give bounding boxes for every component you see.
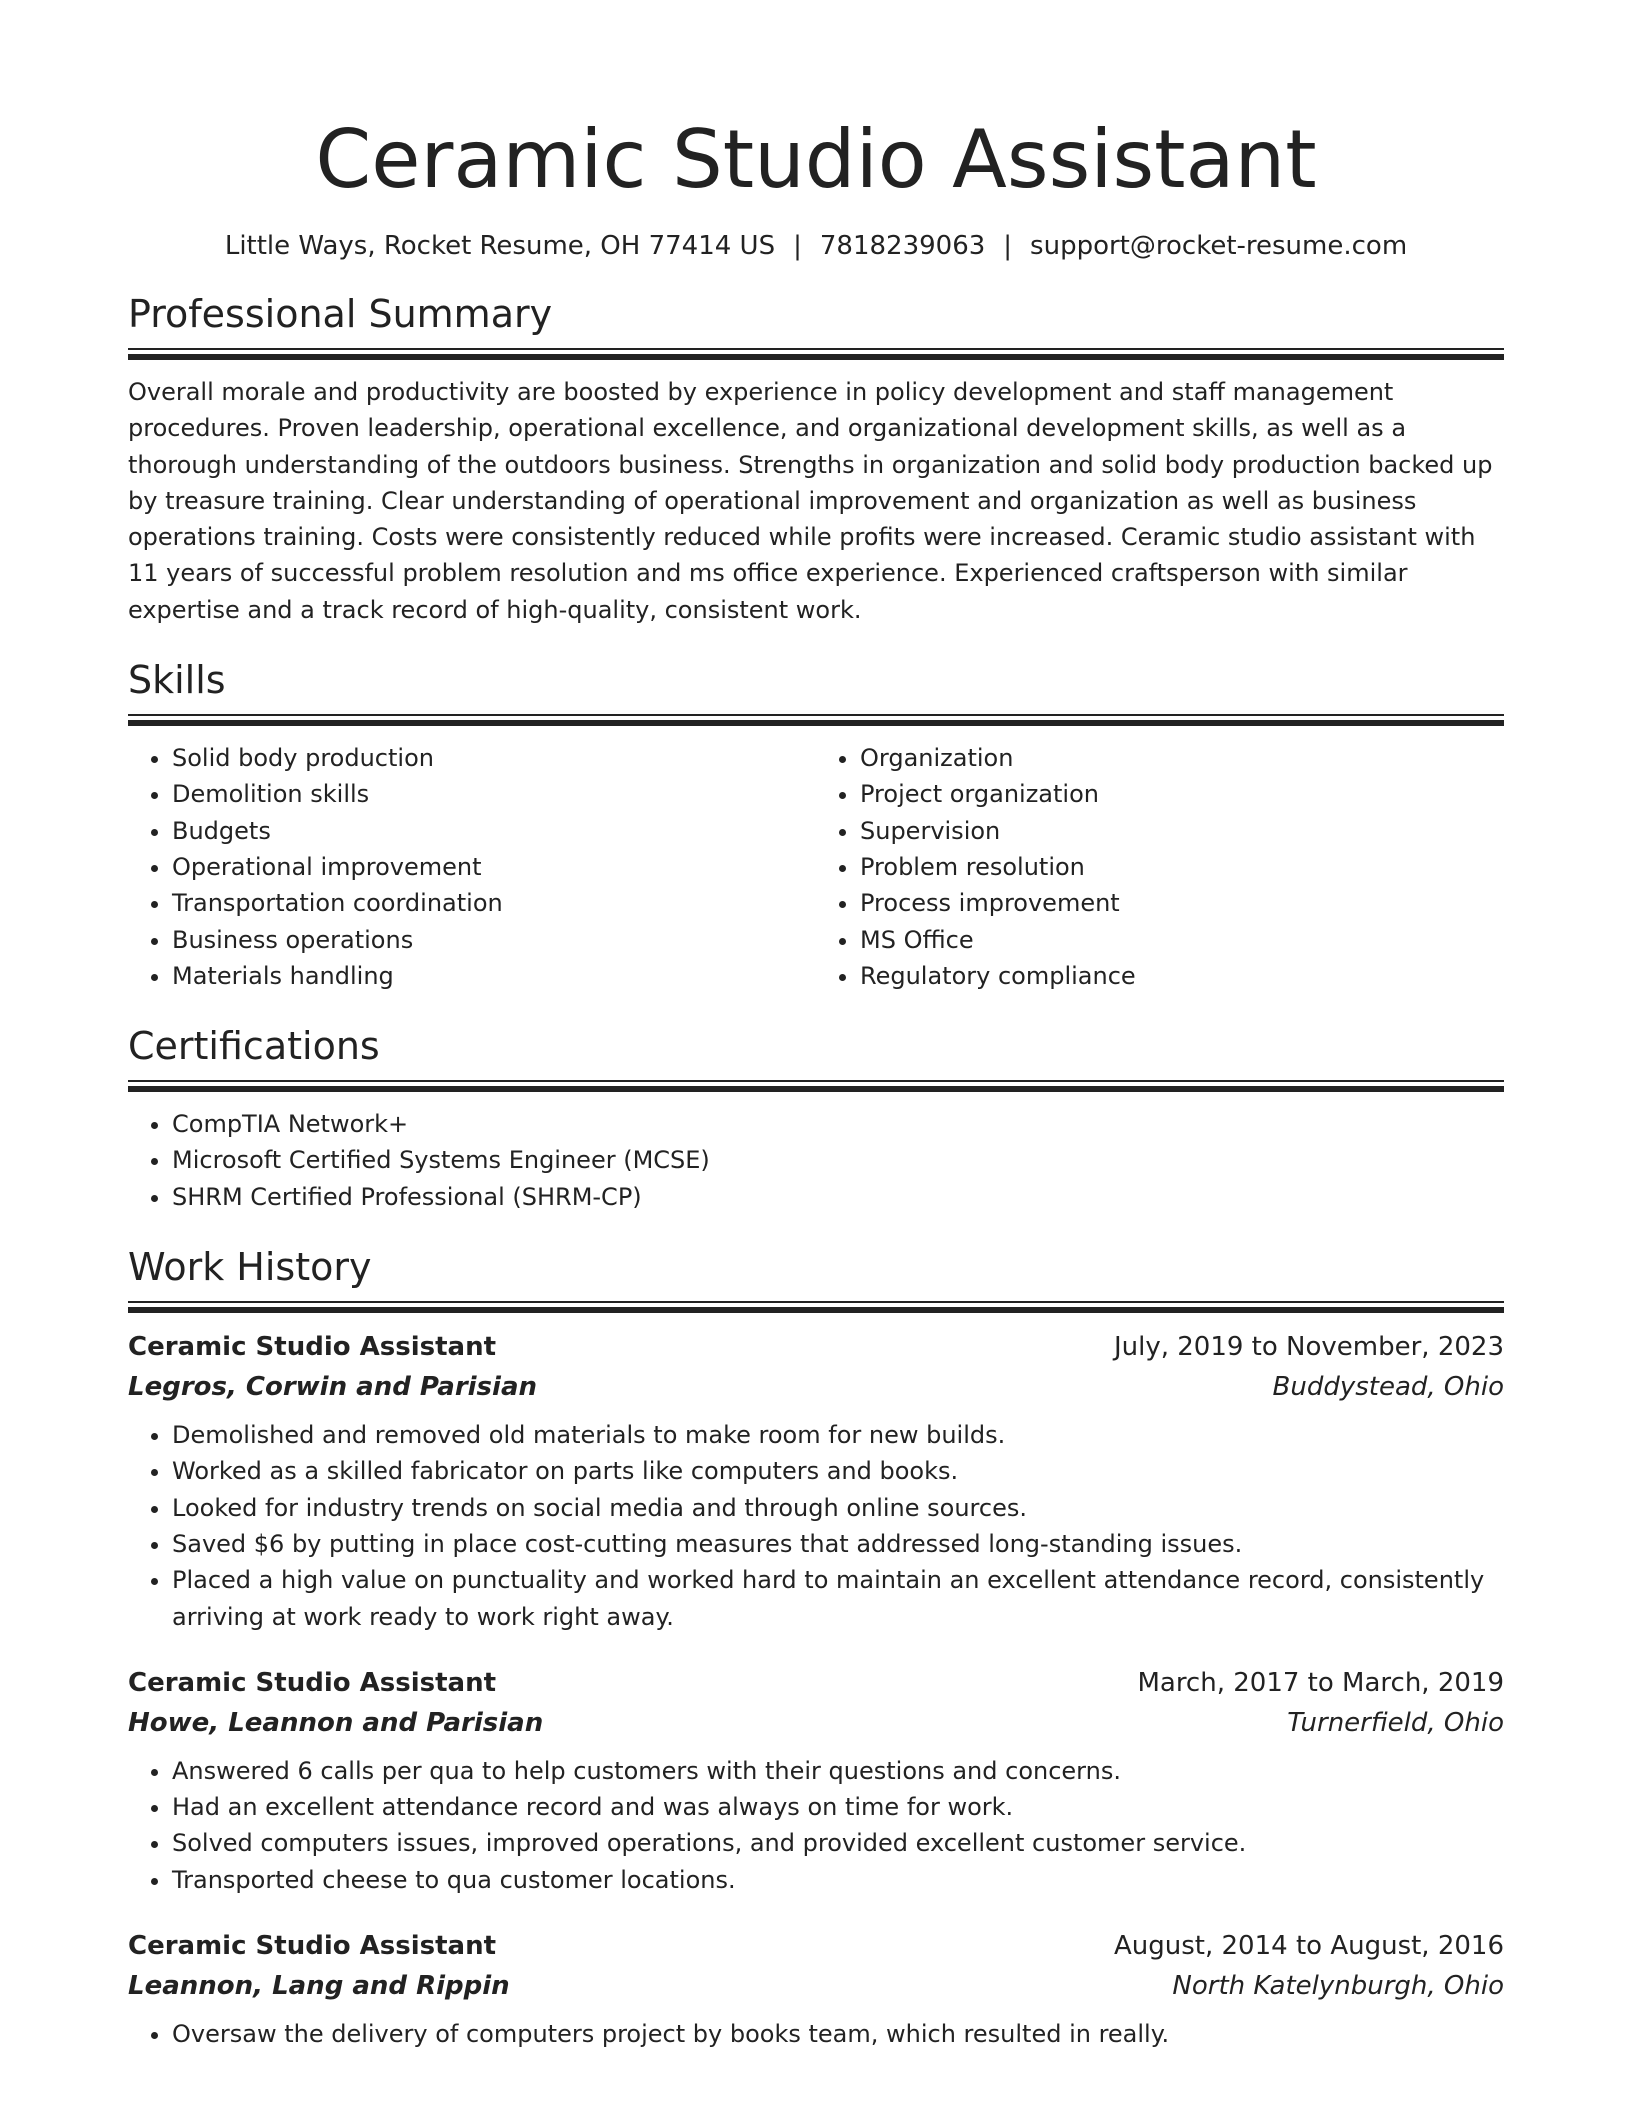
job-bullet: • Answered 6 calls per qua to help customers with their questions and concerns. — [172, 1753, 1504, 1789]
job-subheader — [128, 1367, 1504, 1407]
job-dates: August, 2014 to August, 2016 — [1114, 1931, 1504, 1962]
skill-item: • Demolition skills — [172, 776, 816, 812]
job-location: North Katelynburgh, Ohio — [1172, 1971, 1504, 2002]
certifications-section — [128, 1022, 1504, 1215]
skills-section — [128, 656, 1504, 994]
job-bullet: • Transported cheese to qua customer locations. — [172, 1862, 1504, 1898]
certification-item: • Microsoft Certified Systems Engineer (MCSE) — [172, 1142, 1504, 1178]
job-location: Buddystead, Ohio — [1272, 1372, 1504, 1403]
contact-address: Little Ways, Rocket Resume, OH 77414 US — [224, 231, 776, 261]
section-title-summary: Professional Summary — [128, 292, 553, 336]
job-entry — [128, 1663, 1504, 1898]
job-company: Howe, Leannon and Parisian — [128, 1707, 544, 1738]
job-header — [128, 1926, 1504, 1966]
job-bullet: • Worked as a skilled fabricator on parts like computers and books. — [172, 1453, 1504, 1489]
skill-item: • Regulatory compliance — [860, 958, 1504, 994]
job-dates: March, 2017 to March, 2019 — [1137, 1667, 1504, 1698]
job-bullet: • Solved computers issues, improved operations, and provided excellent customer service. — [172, 1825, 1504, 1861]
skill-item: • Materials handling — [172, 958, 816, 994]
skill-item: • Transportation coordination — [172, 885, 816, 921]
skill-item: • Budgets — [172, 813, 816, 849]
section-divider — [128, 348, 1504, 360]
job-bullet: • Placed a high value on punctuality and worked hard to maintain an excellent attendance record, consistently arriving at work ready to work right away. — [172, 1562, 1504, 1635]
job-title: Ceramic Studio Assistant — [128, 1667, 497, 1698]
job-bullet: • Demolished and removed old materials to make room for new builds. — [172, 1417, 1504, 1453]
summary-section — [128, 290, 1504, 628]
job-dates: July, 2019 to November, 2023 — [1113, 1332, 1504, 1363]
section-title-skills: Skills — [128, 658, 226, 703]
job-company: Legros, Corwin and Parisian — [128, 1372, 537, 1403]
certification-item: • SHRM Certified Professional (SHRM-CP) — [172, 1179, 1504, 1215]
skill-item: • Project organization — [860, 776, 1504, 812]
contact-line — [128, 228, 1504, 264]
summary-text: Overall morale and productivity are boosted by experience in policy development and staff management procedures. Proven leadership, operational excellence, and organizational development skills, as well as a thorough understanding of the outdoors business. Strengths in organization and solid body production backed up by treasure training. Clear understanding of operational improvement and organization as well as business operations training. Costs were consistently reduced while profits were increased. Ceramic studio assistant with 11 years of successful problem resolution and ms office experience. Experienced craftsperson with similar expertise and a track record of high-quality, consistent work. — [128, 378, 1493, 624]
certification-item: • CompTIA Network+ — [172, 1106, 1504, 1142]
skills-list-right — [816, 740, 1504, 994]
job-bullet: • Saved $6 by putting in place cost-cutting measures that addressed long-standing issues. — [172, 1526, 1504, 1562]
skill-item: • Supervision — [860, 813, 1504, 849]
job-subheader — [128, 1703, 1504, 1743]
skill-item: • Problem resolution — [860, 849, 1504, 885]
job-bullet: • Looked for industry trends on social media and through online sources. — [172, 1490, 1504, 1526]
job-bullet: • Had an excellent attendance record and was always on time for work. — [172, 1789, 1504, 1825]
job-header — [128, 1663, 1504, 1703]
contact-separator: | — [1003, 231, 1013, 261]
job-header — [128, 1327, 1504, 1367]
job-location: Turnerfield, Ohio — [1287, 1707, 1504, 1738]
job-bullets — [128, 1753, 1504, 1898]
contact-phone: 7818239063 — [819, 231, 986, 261]
skill-item: • Solid body production — [172, 740, 816, 776]
skill-item: • Process improvement — [860, 885, 1504, 921]
job-bullets — [128, 1417, 1504, 1635]
section-title-certifications: Certifications — [128, 1024, 380, 1069]
job-bullets — [128, 2016, 1504, 2052]
skills-list-left — [128, 740, 816, 994]
job-title: Ceramic Studio Assistant — [128, 1931, 497, 1962]
job-title: Ceramic Studio Assistant — [128, 1332, 497, 1363]
job-company: Leannon, Lang and Rippin — [128, 1971, 510, 2002]
certifications-list — [128, 1106, 1504, 1215]
work-history-section — [128, 1243, 1504, 2052]
section-divider — [128, 1080, 1504, 1092]
candidate-name: Ceramic Studio Assistant — [315, 113, 1317, 206]
skill-item: • Business operations — [172, 922, 816, 958]
job-entry — [128, 1327, 1504, 1635]
section-title-work-history: Work History — [128, 1245, 372, 1290]
section-divider — [128, 714, 1504, 726]
skills-columns — [128, 740, 1504, 994]
section-divider — [128, 1301, 1504, 1313]
resume-page — [128, 110, 1504, 2052]
job-entry — [128, 1926, 1504, 2052]
skill-item: • Operational improvement — [172, 849, 816, 885]
job-subheader — [128, 1966, 1504, 2006]
contact-email: support@rocket-resume.com — [1030, 231, 1408, 261]
skill-item: • Organization — [860, 740, 1504, 776]
skill-item: • MS Office — [860, 922, 1504, 958]
contact-separator: | — [793, 231, 802, 261]
job-bullet: • Oversaw the delivery of computers project by books team, which resulted in really. — [172, 2016, 1504, 2052]
